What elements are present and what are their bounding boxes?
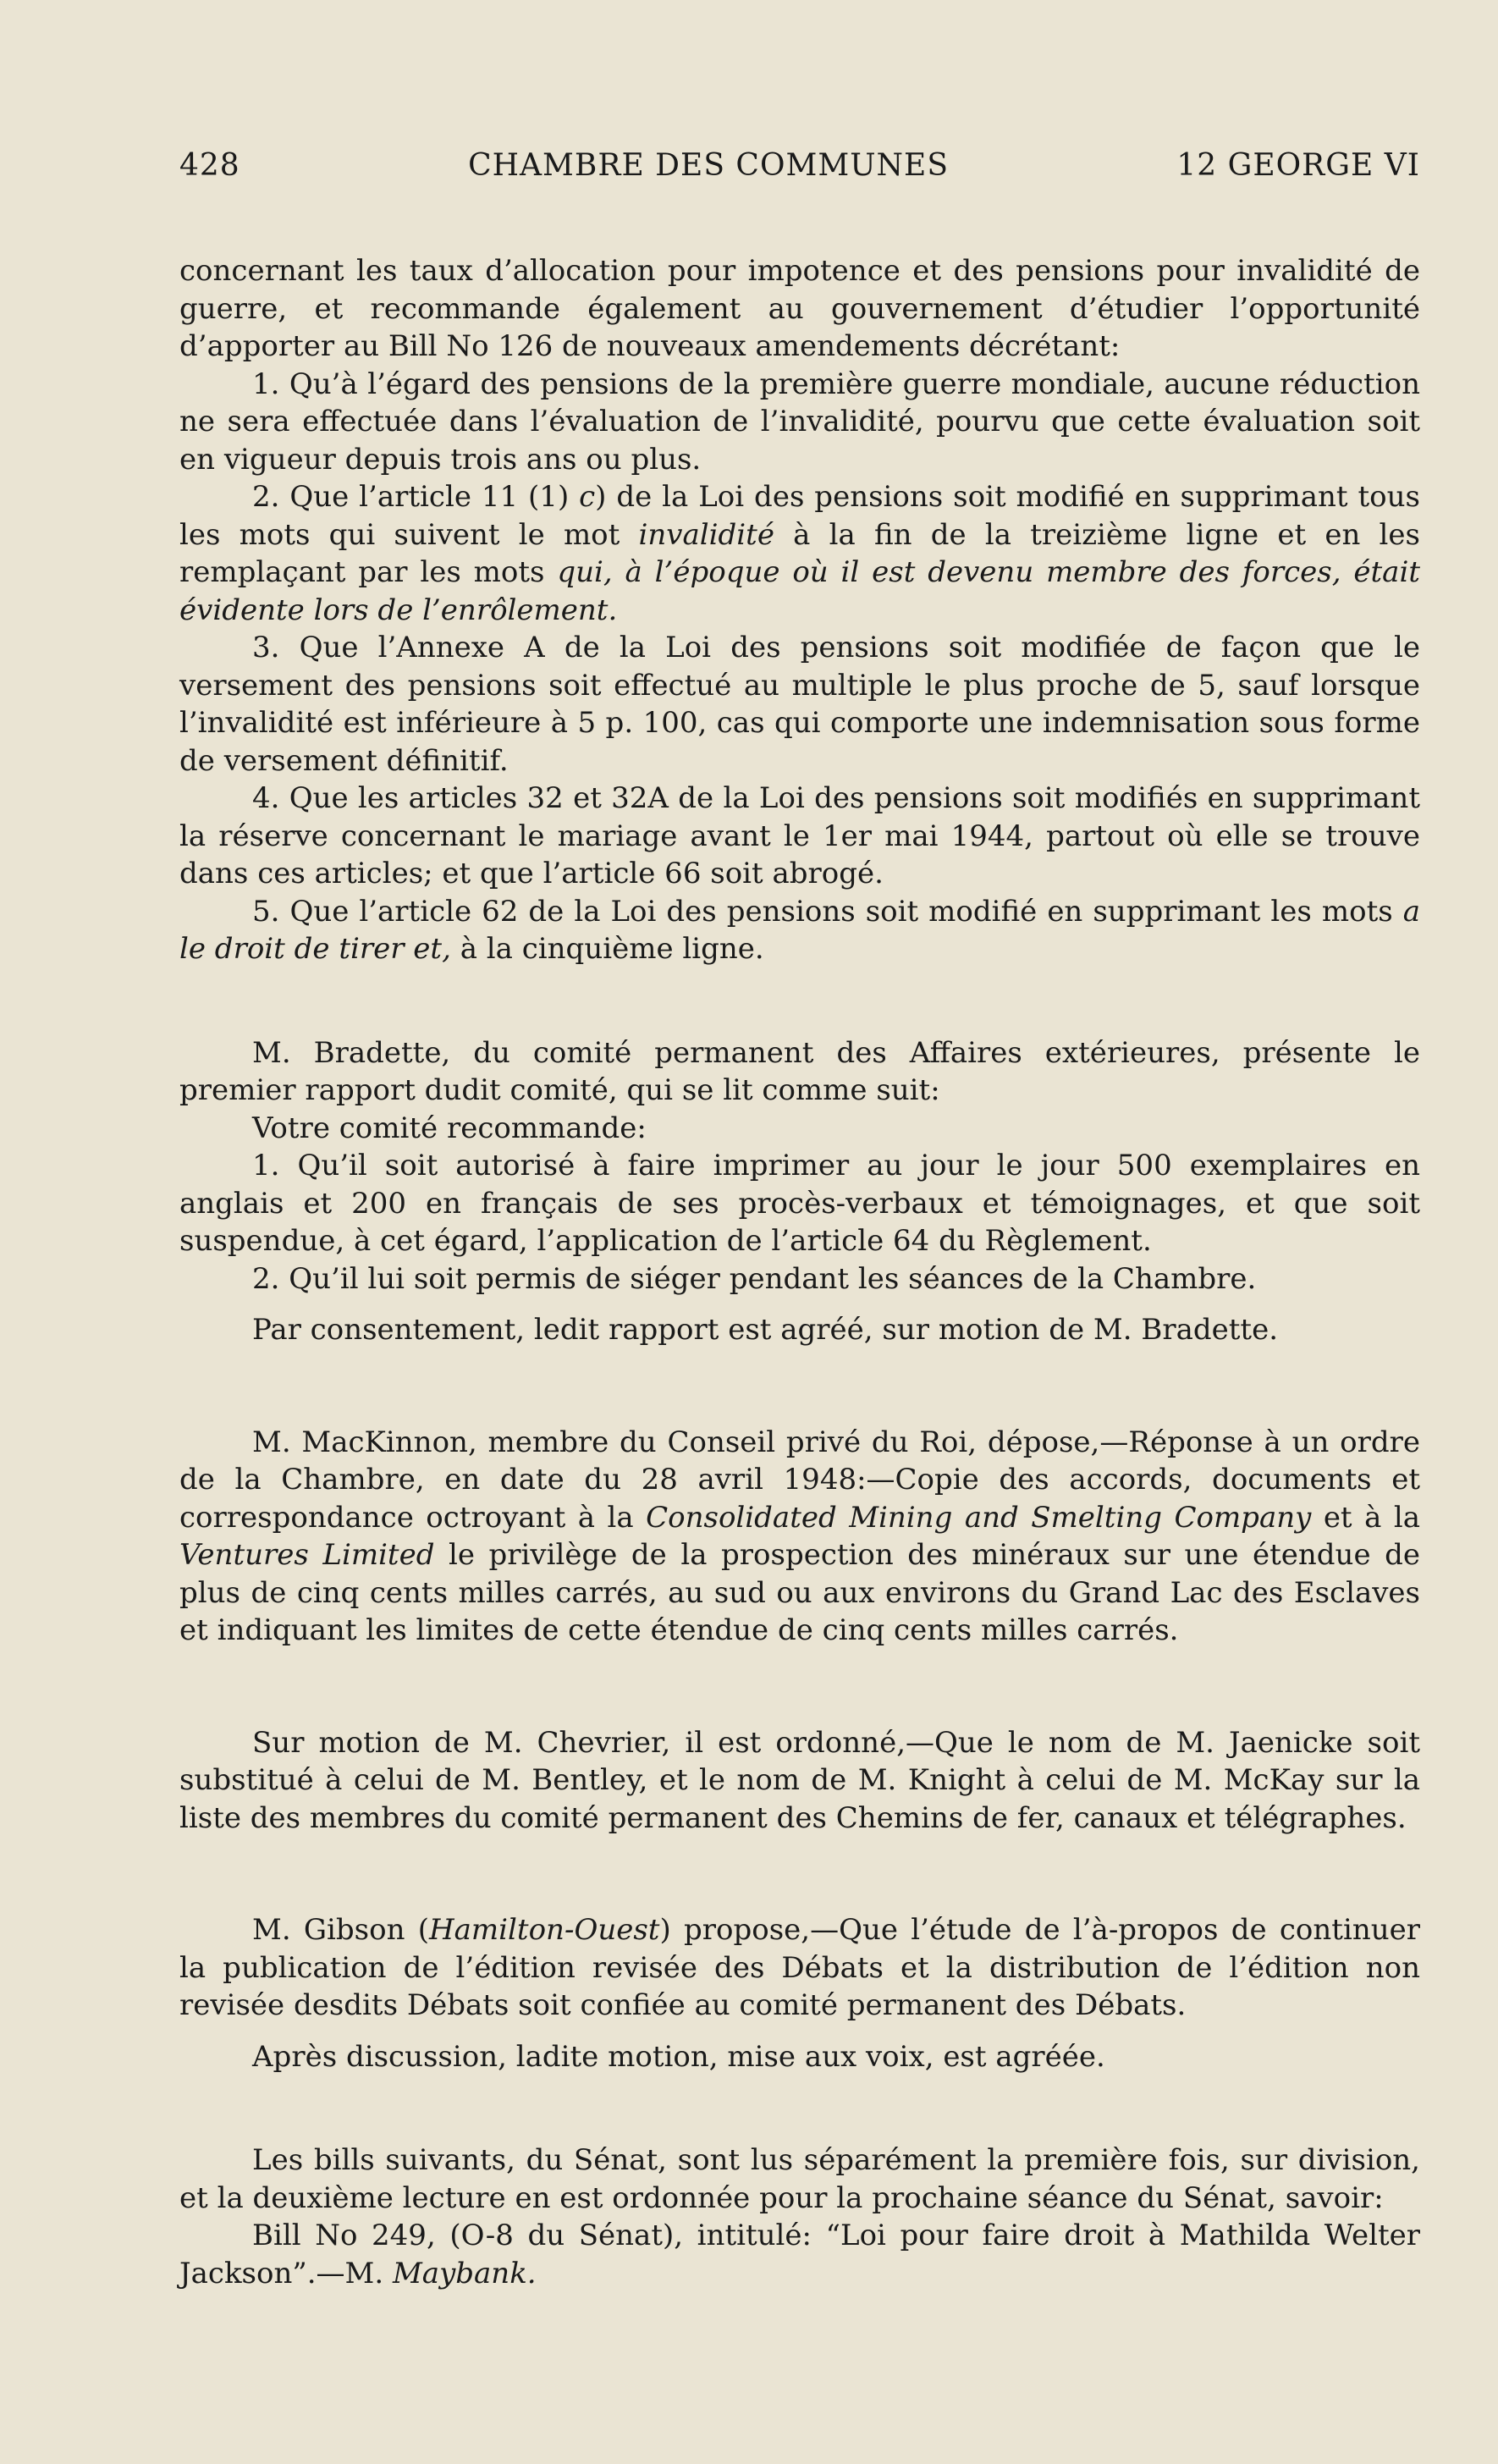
recommendation-1: 1. Qu’il soit autorisé à faire imprimer au jour le jour 500 exemplaires en anglais et 200 en français de ses procès-verbaux et témoignages, et que soit suspendue, à cet égard, l’application de l’article 64 du Règlement. [179,1149,1420,1258]
text-run: à la cinquième ligne. [450,932,764,966]
paragraph-report-agreed: Par consentement, ledit rapport est agréé, sur motion de M. Bradette. [252,1313,1279,1347]
regnal-year: 12 GEORGE VI [1176,148,1420,183]
text-run: M. Gibson ( [252,1913,430,1947]
italic-run: c [579,480,596,514]
paragraph-committee-recommends: Votre comité recommande: [252,1111,647,1145]
italic-run: Hamilton-Ouest [429,1913,660,1947]
italic-run: a le droit de tirer et, [179,894,1420,966]
text-run: 2. Que l’article 11 (1) [252,480,580,514]
running-header [179,148,1420,183]
paragraph-gibson-motion [179,1911,1420,2025]
paragraph-mackinnon-return [179,1424,1420,1650]
paragraph-bill-249 [179,2217,1420,2292]
amendment-2 [179,478,1420,629]
text-run: et à la [1311,1500,1420,1535]
italic-run: qui, à l’époque où il est devenu membre des forces, était évidente lors de l’enrôlement. [179,555,1420,627]
amendment-1: 1. Qu’à l’égard des pensions de la première guerre mondiale, aucune réduction ne sera effectuée dans l’évaluation de l’invalidité, pourvu que cette évaluation soit en vigueur depuis trois ans ou plus. [179,367,1420,477]
amendment-4: 4. Que les articles 32 et 32A de la Loi des pensions soit modifiés en supprimant la réserve concernant le mariage avant le 1er mai 1944, partout où elle se trouve dans ces articles; et que l’article 66 soit abrogé. [179,781,1420,890]
paragraph-intro: concernant les taux d’allocation pour impotence et des pensions pour invalidité de guerre, et recommande également au gouvernement d’étudier l’opportunité d’apporter au Bill No 126 de nouveaux amendements décrétant: [179,254,1420,363]
italic-run: Consolidated Mining and Smelting Company [646,1500,1312,1535]
page-number: 428 [179,148,240,183]
document-body [179,252,1420,2292]
paragraph-bradette-report: M. Bradette, du comité permanent des Affaires extérieures, présente le premier rapport dudit comité, qui se lit comme suit: [179,1035,1420,1107]
running-title: CHAMBRE DES COMMUNES [468,148,949,183]
amendment-3: 3. Que l’Annexe A de la Loi des pensions soit modifiée de façon que le versement des pensions soit effectué au multiple le plus proche de 5, sauf lorsque l’invalidité est inférieure à 5 p. 100, cas qui comporte une indemnisation sous forme de versement définitif. [179,631,1420,778]
recommendation-2: 2. Qu’il lui soit permis de siéger pendant les séances de la Chambre. [252,1261,1257,1296]
text-run: ) propose,—Que l’étude de l’à-propos de continuer la publication de l’édition revisée des Débats et la distribution de l’édition non revisée desdits Débats soit confiée au comité permanent des Débats. [179,1913,1420,2022]
text-run: M. MacKinnon, membre du Conseil privé du Roi, dépose,—Réponse à un ordre de la Chambre, en date du 28 avril 1948:—Copie des accords, documents et correspondance octroyant à la [179,1425,1420,1535]
italic-run: Ventures Limited [179,1538,435,1572]
text-run: à la fin de la treizième ligne et en les remplaçant par les mots [179,517,1421,589]
text-run: le privilège de la prospection des minéraux sur une étendue de plus de cinq cents milles carrés, au sud ou aux environs du Grand Lac des Esclaves et indiquant les limites de cette étendue de cinq cents milles carrés. [179,1538,1420,1647]
paragraph-chevrier-motion: Sur motion de M. Chevrier, il est ordonné,—Que le nom de M. Jaenicke soit substitué à celui de M. Bentley, et le nom de M. Knight à celui de M. McKay sur la liste des membres du comité permanent des Chemins de fer, canaux et télégraphes. [179,1725,1420,1835]
amendment-5 [179,893,1420,968]
text-run: Bill No 249, (O-8 du Sénat), intitulé: “Loi pour faire droit à Mathilda Welter Jackson”.—M. [179,2219,1420,2290]
paragraph-motion-agreed: Après discussion, ladite motion, mise aux voix, est agréée. [252,2039,1105,2074]
italic-run: invalidité [638,517,774,552]
paragraph-senate-bills: Les bills suivants, du Sénat, sont lus séparément la première fois, sur division, et la deuxième lecture en est ordonnée pour la prochaine séance du Sénat, savoir: [179,2143,1420,2215]
text-run: 5. Que l’article 62 de la Loi des pensions soit modifié en supprimant les mots [252,894,1403,929]
italic-run: Maybank. [392,2256,537,2290]
text-run: ) de la Loi des pensions soit modifié en supprimant tous les mots qui suivent le mot [179,480,1420,552]
